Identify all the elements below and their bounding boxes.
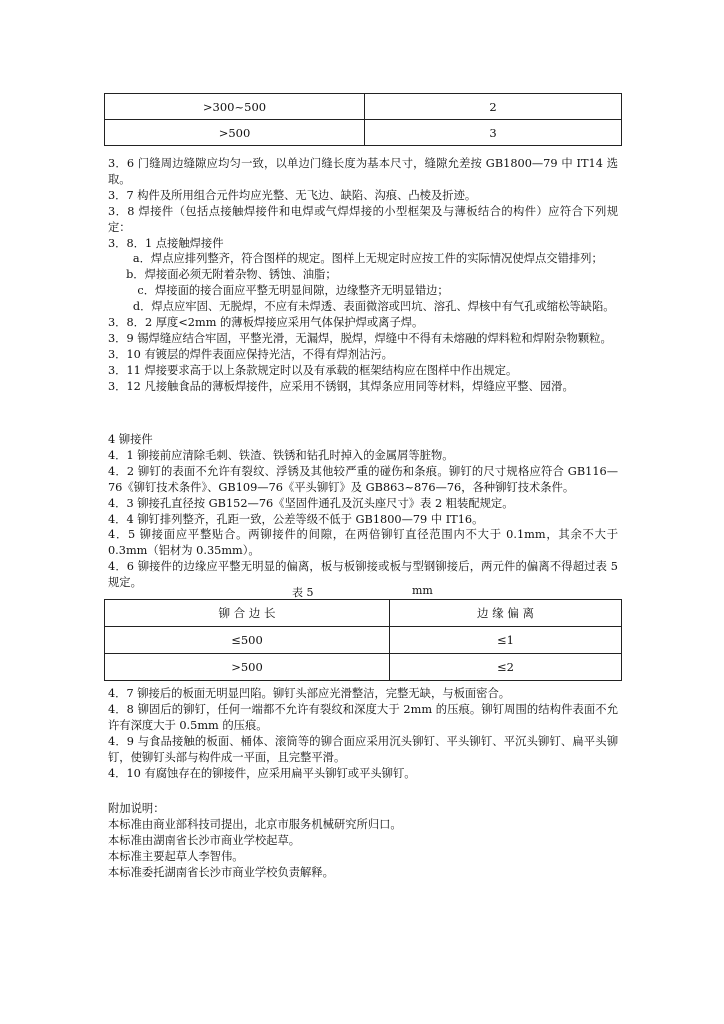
table-5-caption: 表 5: [292, 586, 314, 599]
paragraph: 3．11 焊接要求高于以上条款规定时以及有承载的框架结构应在图样中作出规定。: [108, 363, 518, 377]
additional-notes: [108, 801, 618, 881]
table-cell: 3: [365, 120, 622, 146]
paragraph: 4．3 铆接孔直径按 GB152—76《坚固件通孔及沉头座尺寸》表 2 粗装配规定。: [108, 496, 514, 510]
table-header-row: [105, 600, 622, 627]
section-4-continued: [108, 686, 618, 781]
paragraph: 3．7 构件及所用组合元件均应光整、无飞边、缺陷、沟痕、凸棱及折迹。: [108, 188, 477, 202]
paragraph: 3．8 焊接件（包括点接触焊接件和电焊或气焊焊接的小型框架及与薄板结合的构件）应符合下列规定：: [108, 204, 618, 234]
paragraph: 3．6 门缝周边缝隙应均匀一致，以单边门缝长度为基本尺寸，缝隙允差按 GB1800—79 中 IT14 选取。: [108, 157, 618, 186]
paragraph: 4．6 铆接件的边缘应平整无明显的偏离，板与板铆接或板与型钢铆接后，两元件的偏离不得超过表 5 规定。: [108, 560, 618, 590]
column-header: 边 缘 偏 离: [390, 600, 622, 627]
note-line: 本标准委托湖南省长沙市商业学校负责解释。: [108, 865, 334, 879]
note-line: 本标准由商业部科技司提出，北京市服务机械研究所归口。: [108, 817, 402, 831]
table-row: [105, 627, 622, 654]
table-cell: >500: [105, 654, 390, 681]
column-header: 铆 合 边 长: [105, 600, 390, 627]
paragraph: 3．8．2 厚度<2mm 的薄板焊接应采用气体保护焊或离子焊。: [108, 316, 424, 330]
note-line: 本标准主要起草人李智伟。: [108, 849, 244, 863]
paragraph: 3．8．1 点接触焊接件: [108, 236, 224, 250]
table-cell: 2: [365, 94, 622, 120]
paragraph: 4．4 铆钉排列整齐，孔距一致，公差等级不低于 GB1800—79 中 IT16。: [108, 512, 484, 526]
table-row: [105, 94, 622, 120]
paragraph: 4．2 铆钉的表面不允许有裂纹、浮锈及其他较严重的碰伤和条痕。铆钉的尺寸规格应符合 GB116—76《铆钉技术条件》、GB109—76《平头铆钉》及 GB863~876—76，各种铆钉技术条件。: [108, 464, 618, 494]
table-5: [104, 599, 622, 681]
table-5-unit: mm: [412, 584, 433, 597]
paragraph: 4．5 铆接面应平整贴合。两铆接件的间隙，在两倍铆钉直径范围内不大于 0.1mm，其余不大于 0.3mm（铝材为 0.35mm）。: [108, 528, 618, 558]
table-cell: ≤2: [390, 654, 622, 681]
continued-table: [104, 93, 622, 146]
table-cell: >300~500: [105, 94, 365, 120]
section-4-riveting: [108, 432, 618, 591]
section-heading: 4 铆接件: [108, 433, 153, 446]
note-line: 本标准由湖南省长沙市商业学校起草。: [108, 833, 301, 847]
paragraph: 3．10 有镀层的焊件表面应保持光洁，不得有焊剂沾污。: [108, 347, 393, 361]
section-3-welding: [108, 156, 618, 395]
paragraph: c．焊接面的接合面应平整无明显间隙，边缘整齐无明显错边；: [137, 284, 449, 298]
paragraph: 3．9 锡焊缝应结合牢固，平整光滑，无漏焊，脱焊，焊缝中不得有未熔融的焊料粒和焊附杂物颗粒。: [108, 331, 612, 345]
table-cell: >500: [105, 120, 365, 146]
paragraph: 4．1 铆接前应清除毛刺、铁渣、铁锈和钻孔时掉入的金属屑等脏物。: [108, 448, 454, 462]
table-cell: ≤500: [105, 627, 390, 654]
table-row: [105, 654, 622, 681]
paragraph: 3．12 凡接触食品的薄板焊接件，应采用不锈钢，其焊条应用同等材料，焊缝应平整、园滑。: [108, 379, 574, 393]
paragraph: d．焊点应牢固、无脱焊，不应有未焊透、表面微溶或凹坑、溶孔、焊核中有气孔或缩松等缺陷。: [132, 300, 615, 314]
paragraph: 4．9 与食品接触的板面、桶体、滚筒等的铆合面应采用沉头铆钉、平头铆钉、平沉头铆钉、扁平头铆钉，使铆钉头部与构件成一平面，且完整平滑。: [108, 734, 618, 764]
paragraph: 4．8 铆固后的铆钉，任何一端都不允许有裂纹和深度大于 2mm 的压痕。铆钉周围的结构件表面不允许有深度大于 0.5mm 的压痕。: [108, 702, 618, 732]
table-row: [105, 120, 622, 146]
paragraph: a．焊点应排列整齐，符合图样的规定。图样上无规定时应按工件的实际情况使焊点交错排列；: [132, 252, 603, 266]
paragraph: 4．7 铆接后的板面无明显凹陷。铆钉头部应光滑整洁，完整无缺，与板面密合。: [108, 687, 511, 700]
table-cell: ≤1: [390, 627, 622, 654]
paragraph: b．焊接面必须无附着杂物、锈蚀、油脂；: [126, 268, 337, 282]
paragraph: 4．10 有腐蚀存在的铆接件，应采用扁平头铆钉或平头铆钉。: [108, 766, 416, 780]
notes-heading: 附加说明：: [108, 802, 165, 815]
